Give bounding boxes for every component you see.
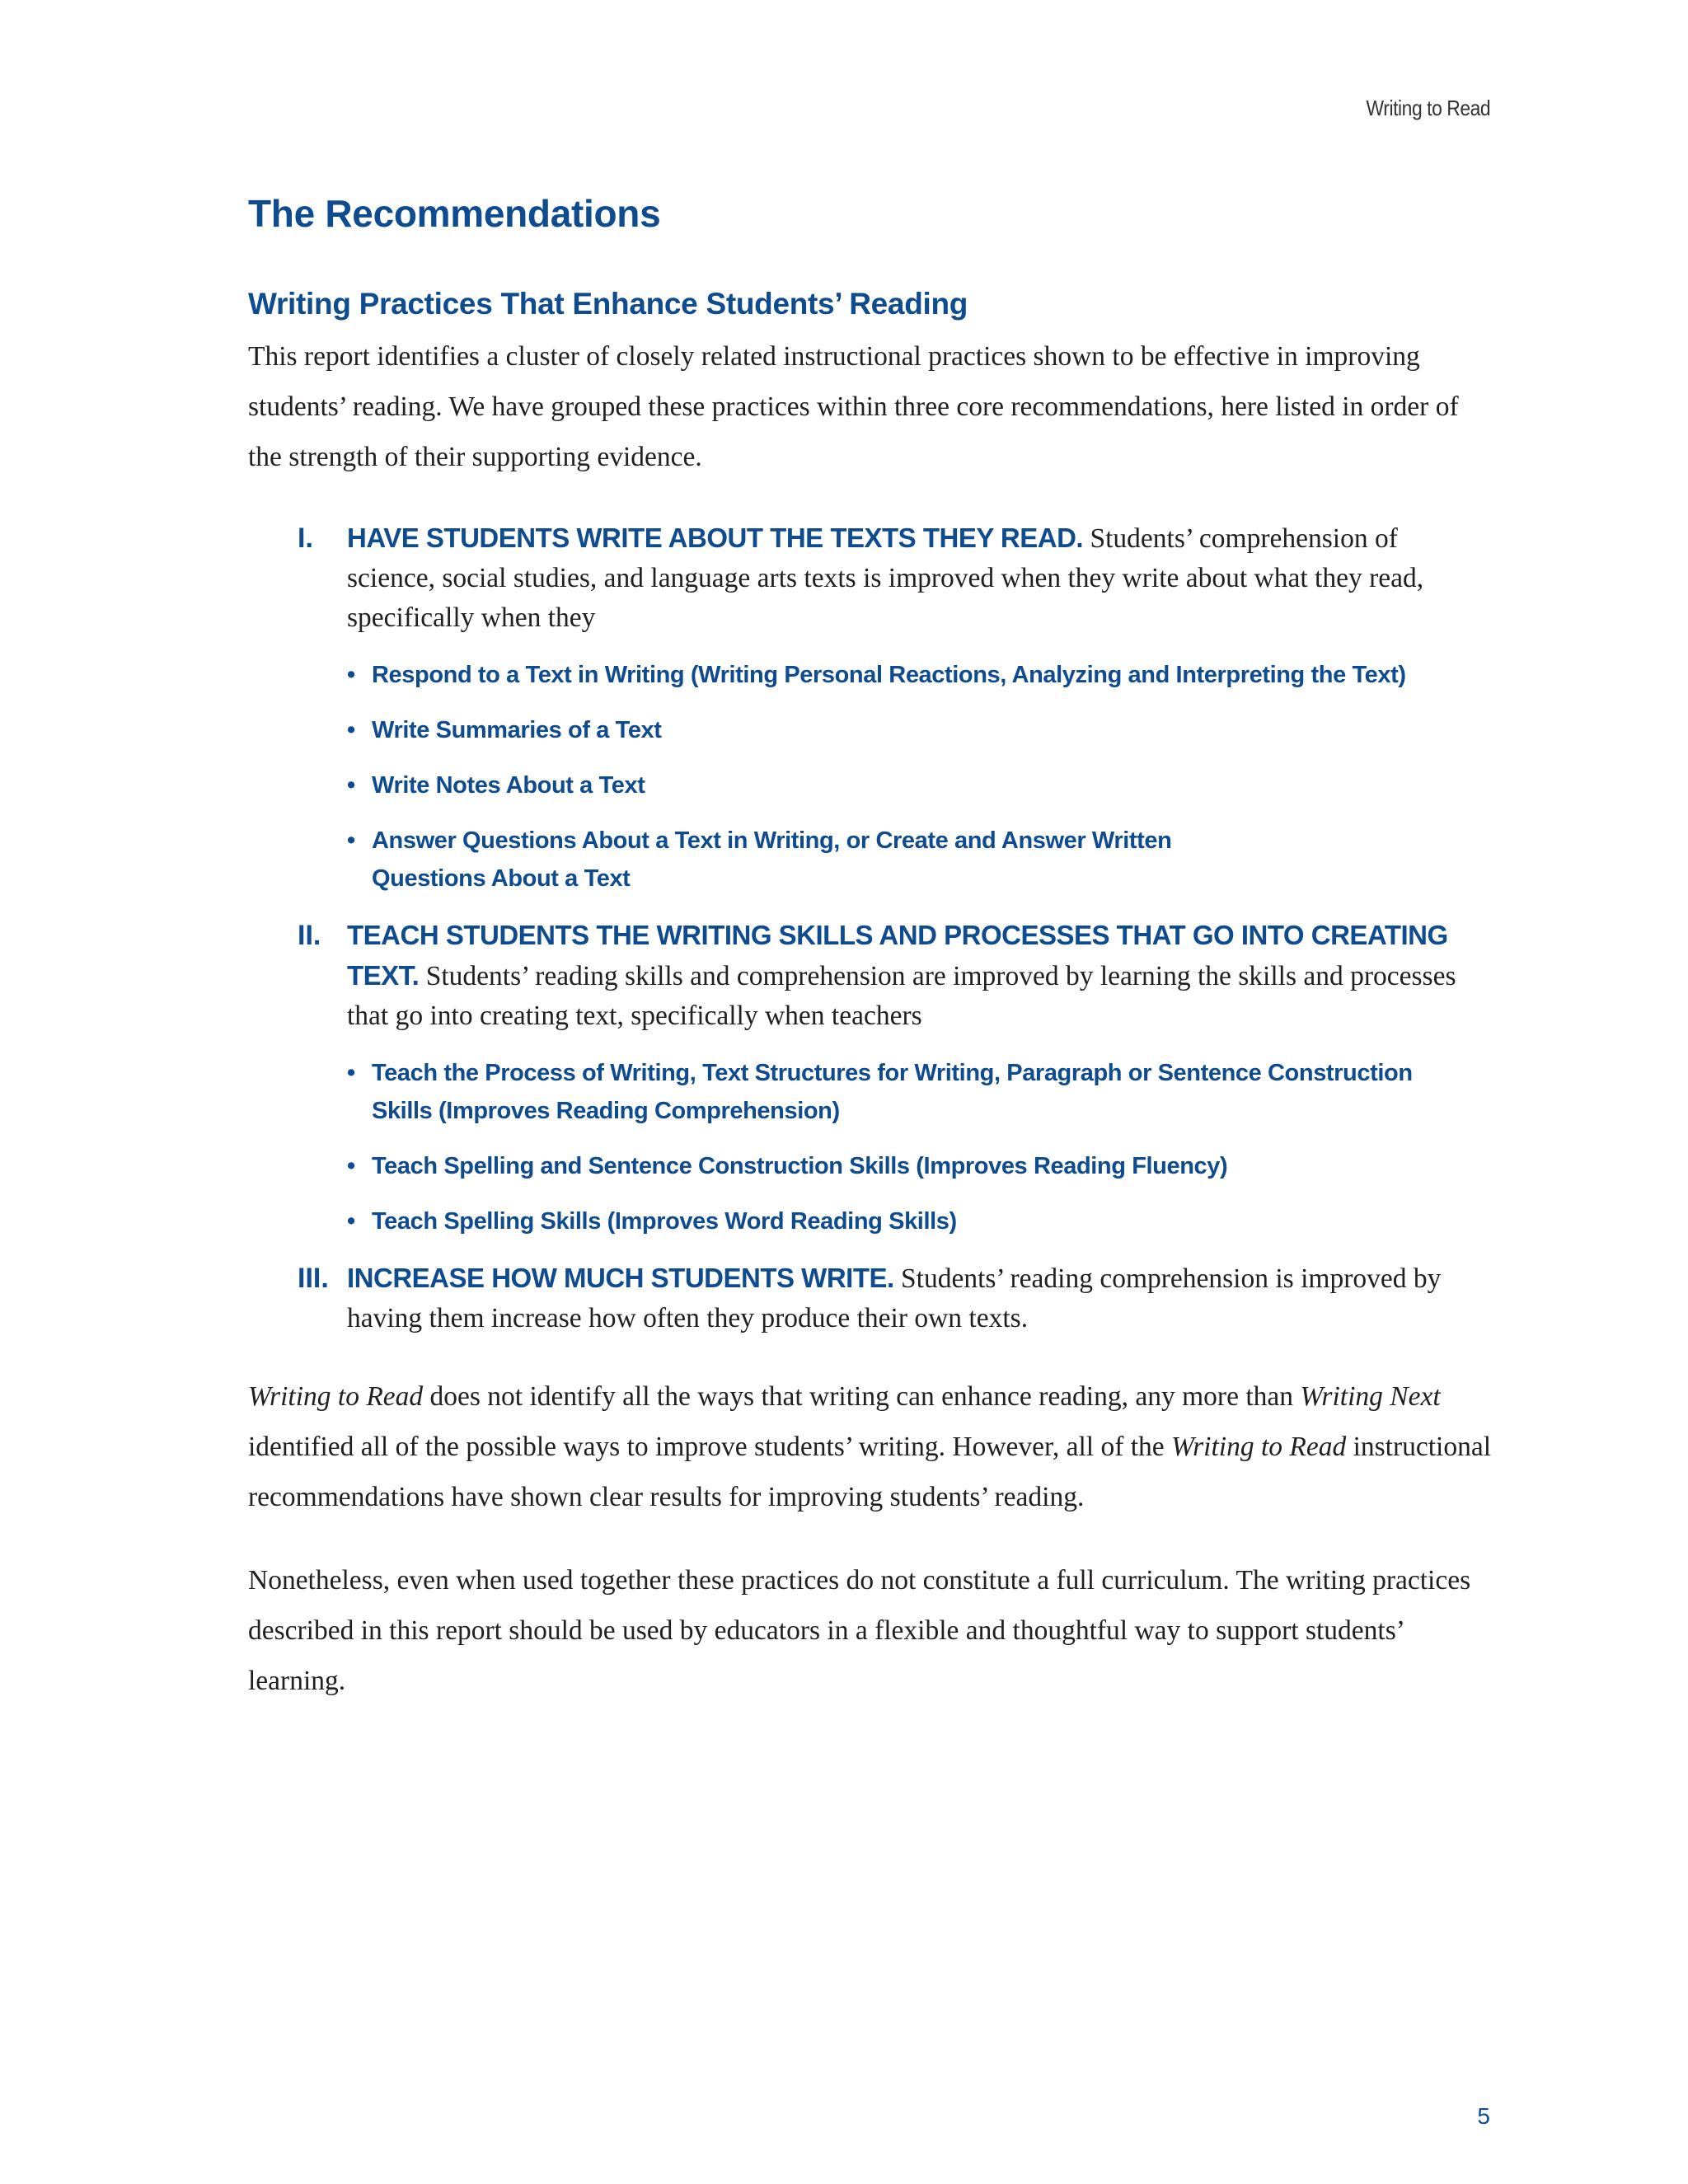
paragraph-text: instructional recommendations have shown clear results for improving students’ reading.	[248, 1432, 1492, 1512]
recommendation-3	[298, 1258, 1493, 1338]
page-title: The Recommendations	[248, 192, 661, 235]
paragraph-text: does not identify all the ways that writing can enhance reading, any more than	[423, 1381, 1301, 1412]
bullet-glyph: •	[347, 827, 355, 854]
bullet-glyph: •	[347, 717, 355, 743]
recommendation-description: Students’ comprehension of science, social studies, and language arts texts is improved when they write about what they read, specifically when they	[347, 523, 1424, 633]
closing-paragraph-2: Nonetheless, even when used together these practices do not constitute a full curriculum. The writing practices described in this report should be used by educators in a flexible and thoughtful way to support students’ learning.	[248, 1565, 1471, 1696]
closing-paragraph-1	[248, 1371, 1493, 1522]
recommendation-text	[347, 916, 1493, 1036]
recommendation-numeral: II.	[298, 920, 321, 951]
practice-label: Answer Questions About a Text in Writing, or Create and Answer Written Questions About a Text	[372, 827, 1172, 892]
recommendation-2	[298, 916, 1493, 1240]
recommendation-title: INCREASE HOW MUCH STUDENTS WRITE.	[347, 1263, 894, 1293]
recommendation-title: TEACH STUDENTS THE WRITING SKILLS AND PROCESSES THAT GO INTO CREATING TEXT.	[347, 920, 1448, 991]
bullet-glyph: •	[347, 1153, 355, 1179]
bullet-glyph: •	[347, 772, 355, 799]
title-reference: Writing Next	[1300, 1381, 1441, 1412]
practice-label: Write Notes About a Text	[372, 772, 645, 799]
recommendation-numeral: I.	[298, 523, 313, 554]
bullet-glyph: •	[347, 1208, 355, 1235]
recommendation-description: Students’ reading comprehension is improved by having them increase how often they produce their own texts.	[347, 1263, 1442, 1333]
recommendation-1	[298, 518, 1493, 898]
practice-item	[347, 822, 1204, 898]
practice-item	[347, 766, 1493, 804]
recommendation-description: Students’ reading skills and comprehension are improved by learning the skills and processes that go into creating text, specifically when teachers	[347, 961, 1456, 1031]
running-head: Writing to Read	[1366, 96, 1490, 120]
practice-item	[347, 1054, 1460, 1130]
practice-label: Teach Spelling Skills (Improves Word Reading Skills)	[372, 1208, 957, 1235]
practice-item	[347, 711, 1493, 749]
bullet-glyph: •	[347, 1060, 355, 1086]
recommendation-text	[347, 1258, 1493, 1338]
recommendation-title: HAVE STUDENTS WRITE ABOUT THE TEXTS THEY READ.	[347, 523, 1084, 553]
recommendation-text	[347, 518, 1493, 638]
intro-paragraph: This report identifies a cluster of closely related instructional practices shown to be effective in improving students’ reading. We have grouped these practices within three core recommendations, here listed in order of the strength of their supporting evidence.	[248, 341, 1459, 472]
page-content	[248, 191, 1493, 1706]
practice-item	[347, 1202, 1493, 1240]
practice-item	[347, 656, 1493, 694]
practice-label: Teach the Process of Writing, Text Structures for Writing, Paragraph or Sentence Construction Skills (Improves Reading Comprehension)	[372, 1060, 1413, 1124]
practice-label: Write Summaries of a Text	[372, 717, 662, 743]
title-reference: Writing to Read	[248, 1381, 424, 1412]
practice-list	[347, 656, 1493, 898]
practice-label: Respond to a Text in Writing (Writing Personal Reactions, Analyzing and Interpreting the Text)	[372, 662, 1406, 688]
paragraph-text: identified all of the possible ways to improve students’ writing. However, all of the	[248, 1432, 1172, 1462]
practice-list	[347, 1054, 1493, 1240]
section-heading: Writing Practices That Enhance Students’ Reading	[248, 287, 968, 321]
bullet-glyph: •	[347, 662, 355, 688]
practice-item	[347, 1147, 1493, 1185]
recommendation-numeral: III.	[298, 1263, 329, 1294]
title-reference: Writing to Read	[1171, 1432, 1347, 1462]
practice-label: Teach Spelling and Sentence Construction Skills (Improves Reading Fluency)	[372, 1153, 1228, 1179]
page-number: 5	[1477, 2103, 1490, 2129]
